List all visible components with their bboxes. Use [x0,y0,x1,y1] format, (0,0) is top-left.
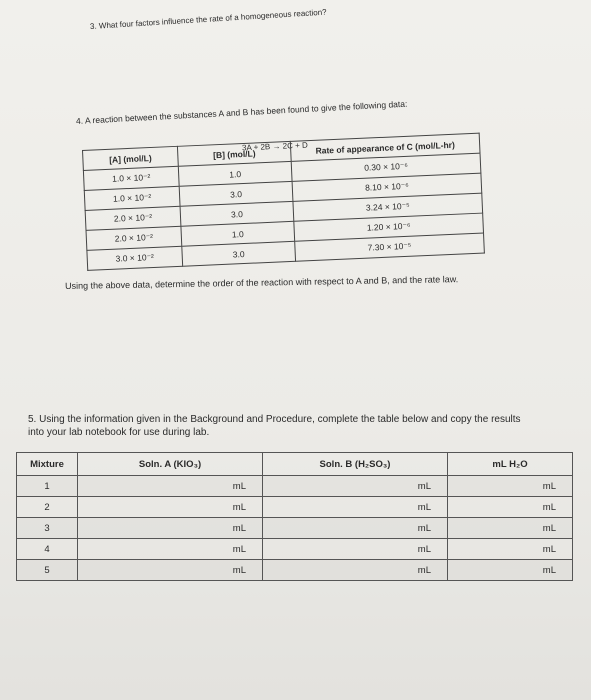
conc-b-cell: 1.0 [181,221,295,246]
header-water: mL H₂O [448,453,573,476]
unit-label: mL [232,543,246,555]
table-row [17,518,573,539]
water-input[interactable] [448,476,573,497]
table-row [17,539,573,560]
reaction-equation: 3A + 2B → 2C + D [241,140,308,153]
rate-cell: 8.10 × 10⁻⁶ [292,173,482,201]
unit-label: mL [542,564,556,576]
rate-cell: 1.20 × 10⁻⁶ [294,213,484,241]
mixture-number: 1 [17,476,78,497]
unit-label: mL [232,501,246,513]
rate-cell: 7.30 × 10⁻⁵ [295,233,485,261]
conc-b-cell: 1.0 [178,161,292,186]
soln-b-input[interactable] [263,518,448,539]
water-input[interactable] [448,518,573,539]
conc-b-cell: 3.0 [179,181,293,206]
unit-label: mL [417,501,431,513]
unit-label: mL [542,522,556,534]
header-mixture: Mixture [17,453,78,476]
conc-a-cell: 1.0 × 10⁻² [83,166,179,190]
conc-b-cell: 3.0 [182,241,296,266]
table-row [17,476,573,497]
unit-label: mL [417,522,431,534]
soln-b-input[interactable] [263,560,448,581]
soln-a-input[interactable] [78,560,263,581]
unit-label: mL [542,543,556,555]
soln-a-input[interactable] [78,476,263,497]
unit-label: mL [232,522,246,534]
conc-b-cell: 3.0 [180,201,294,226]
rate-cell: 3.24 × 10⁻⁵ [293,193,483,221]
conc-a-cell: 2.0 × 10⁻² [85,206,181,230]
header-rate: Rate of appearance of C (mol/L-hr) [290,133,480,161]
rate-data-table [82,133,485,271]
soln-b-input[interactable] [263,539,448,560]
question-5-prompt: 5. Using the information given in the Background and Procedure, complete the table below and copy the results into your lab notebook for use during lab. [28,414,521,438]
header-soln-b: Soln. B (H₂SO₃) [263,453,448,476]
unit-label: mL [232,564,246,576]
soln-a-input[interactable] [78,497,263,518]
table-row [17,497,573,518]
question-4-prompt: 4. A reaction between the substances A and B has been found to give the following data: [75,98,408,126]
water-input[interactable] [448,539,573,560]
conc-a-cell: 1.0 × 10⁻² [84,186,180,210]
unit-label: mL [417,543,431,555]
water-input[interactable] [448,497,573,518]
question-3: 3. What four factors influence the rate of a homogeneous reaction? [89,7,327,31]
conc-a-cell: 3.0 × 10⁻² [87,246,183,270]
unit-label: mL [232,480,246,492]
mixture-number: 4 [17,539,78,560]
header-conc-b: [B] (mol/L) [177,141,291,166]
soln-a-input[interactable] [78,518,263,539]
unit-label: mL [542,501,556,513]
mixture-number: 3 [17,518,78,539]
soln-a-input[interactable] [78,539,263,560]
unit-label: mL [542,480,556,492]
conc-a-cell: 2.0 × 10⁻² [86,226,182,250]
mixture-number: 5 [17,560,78,581]
unit-label: mL [417,480,431,492]
water-input[interactable] [448,560,573,581]
table-row [17,560,573,581]
soln-b-input[interactable] [263,497,448,518]
header-conc-a: [A] (mol/L) [83,146,179,170]
mixture-table [16,452,573,581]
unit-label: mL [417,564,431,576]
mixture-number: 2 [17,497,78,518]
mixture-header-row [17,453,573,476]
header-soln-a: Soln. A (KIO₃) [78,453,263,476]
question-4-followup: Using the above data, determine the order of the reaction with respect to A and B, and the rate law. [64,274,459,292]
soln-b-input[interactable] [263,476,448,497]
rate-cell: 0.30 × 10⁻⁶ [291,153,481,181]
